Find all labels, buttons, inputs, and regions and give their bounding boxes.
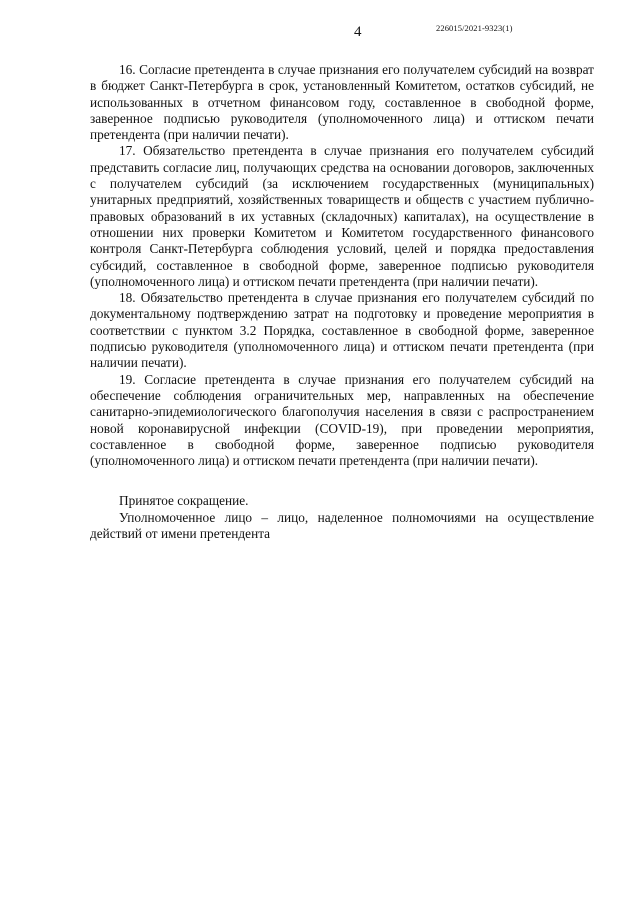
page-number: 4 bbox=[354, 24, 362, 40]
paragraph-16: 16. Согласие претендента в случае признания его получателем субсидий на возврат в бюджет Санкт-Петербурга в срок, установленный Комитетом, остатков субсидий, не использованных в отчетном финансовом году, составленное в свободной форме, заверенное подписью руководителя (уполномоченного лица) и оттиском печати претендента (при наличии печати). bbox=[90, 62, 594, 143]
abbreviations-title: Принятое сокращение. bbox=[119, 493, 249, 509]
paragraph-19: 19. Согласие претендента в случае признания его получателем субсидий на обеспечение соблюдения ограничительных мер, направленных на обеспечение санитарно-эпидемиологического благополучия населения в связи с распространением новой коронавирусной инфекции (COVID-19), при проведении мероприятия, составленное в свободной форме, заверенное подписью руководителя (уполномоченного лица) и оттиском печати претендента (при наличии печати). bbox=[90, 371, 594, 469]
abbreviation-definition: Уполномоченное лицо – лицо, наделенное полномочиями на осуществление действий от имени претендента bbox=[90, 509, 594, 542]
paragraph-17: 17. Обязательство претендента в случае признания его получателем субсидий представить согласие лиц, получающих средства на основании договоров, заключенных с получателем субсидий (за исключением государственных (муниципальных) унитарных предприятий, хозяйственных товариществ и обществ с участием публично-правовых образований в их уставных (складочных) капиталах), на осуществление в отношении них проверки Комитетом и Комитетом государственного финансового контроля Санкт-Петербурга соблюдения условий, целей и порядка предоставления субсидий, составленное в свободной форме, заверенное подписью руководителя (уполномоченного лица) и оттиском печати претендента (при наличии печати). bbox=[90, 143, 594, 289]
paragraph-18: 18. Обязательство претендента в случае признания его получателем субсидий по документальному подтверждению затрат на подготовку и проведение мероприятия в соответствии с пунктом 3.2 Порядка, составленное в свободной форме, заверенное подписью руководителя (уполномоченного лица) и оттиском печати претендента (при наличии печати). bbox=[90, 290, 594, 371]
section-spacer bbox=[90, 469, 594, 493]
document-body bbox=[90, 62, 594, 542]
document-id: 226015/2021-9323(1) bbox=[436, 23, 513, 33]
